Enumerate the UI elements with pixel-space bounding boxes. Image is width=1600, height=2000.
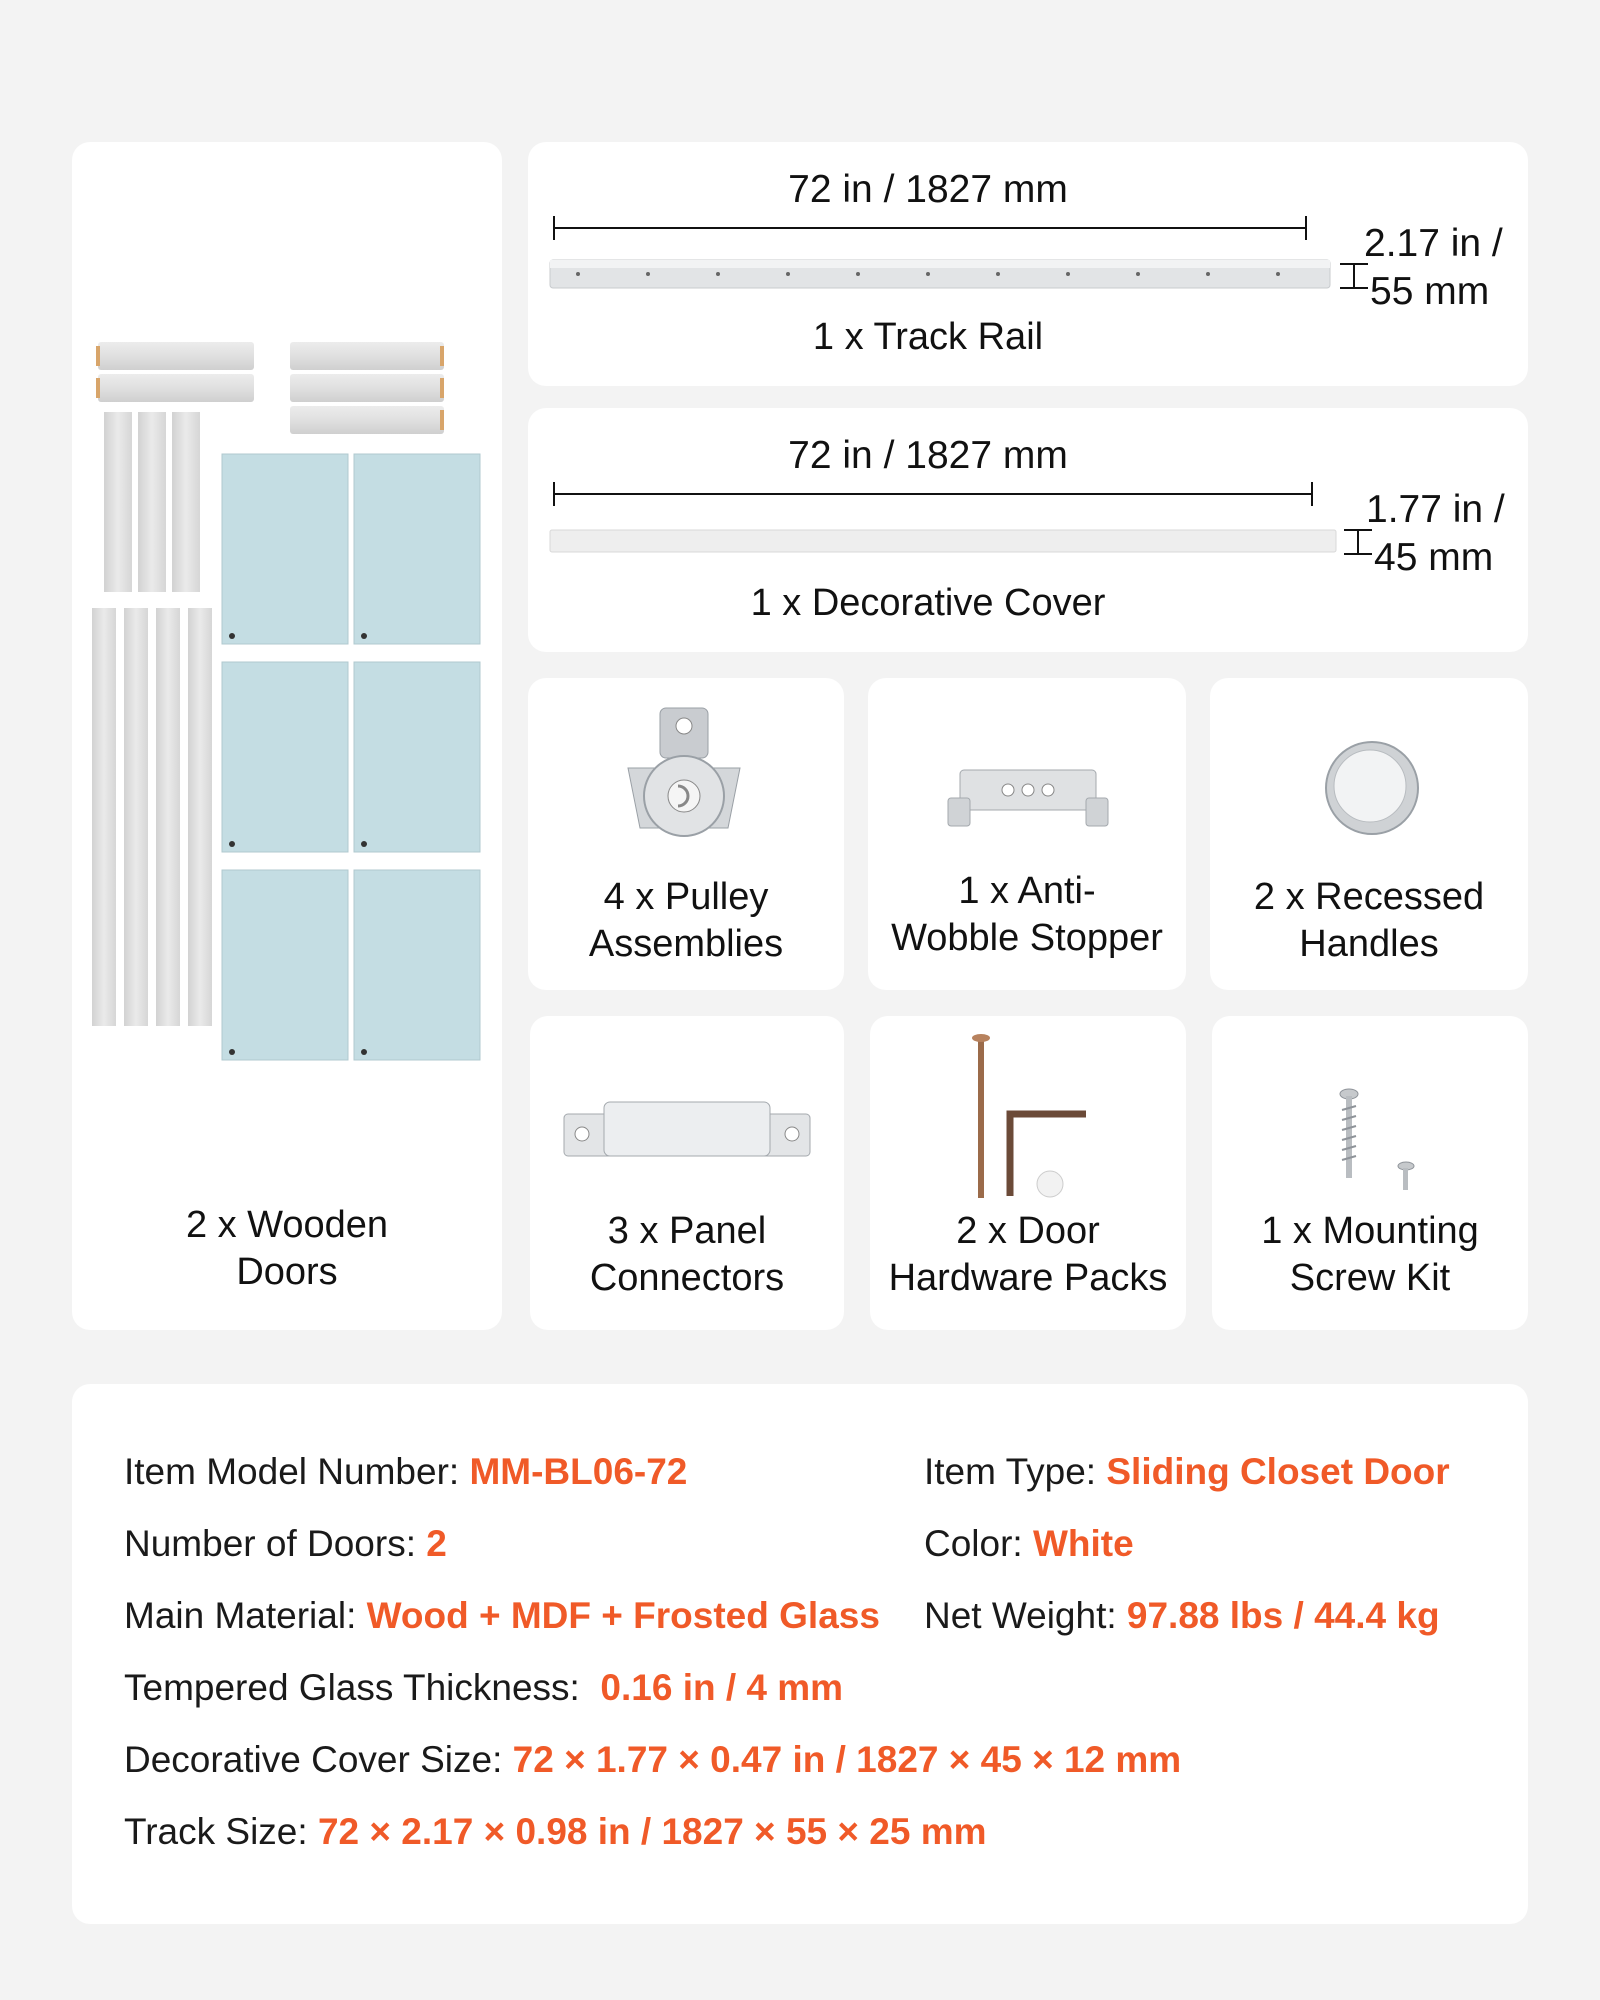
spec-type-key: Item Type: [924, 1451, 1107, 1492]
spec-color-key: Color: [924, 1523, 1033, 1564]
spec-cover-size-key: Decorative Cover Size: [124, 1739, 513, 1780]
spec-material-key: Main Material: [124, 1595, 367, 1636]
spec-model-value: MM-BL06-72 [469, 1451, 688, 1492]
connectors-card [530, 1016, 844, 1330]
spec-color [924, 1520, 1134, 1568]
stopper-card [868, 678, 1186, 990]
spec-track-size-value: 72 × 2.17 × 0.98 in / 1827 × 55 × 25 mm [317, 1811, 987, 1852]
track-rail-height-line1: 2.17 in / [1364, 222, 1503, 265]
handles-card [1210, 678, 1528, 990]
spec-material-value: Wood + MDF + Frosted Glass [366, 1595, 880, 1636]
spec-track-size-key: Track Size: [124, 1811, 318, 1852]
spec-glass-value: 0.16 in / 4 mm [600, 1667, 844, 1708]
spec-number-of-doors [124, 1520, 447, 1568]
spec-cover-size-value: 72 × 1.77 × 0.47 in / 1827 × 45 × 12 mm [512, 1739, 1182, 1780]
spec-decorative-cover-size [124, 1736, 1181, 1784]
screw-icon [1212, 1016, 1528, 1216]
spec-glass-key: Tempered Glass Thickness: [124, 1667, 601, 1708]
decorative-cover-length: 72 in / 1827 mm [788, 434, 1068, 477]
spec-model-number [124, 1448, 687, 1496]
wooden-doors-image [72, 142, 502, 1330]
pulley-card [528, 678, 844, 990]
decorative-cover-card [528, 408, 1528, 652]
spec-type-value: Sliding Closet Door [1106, 1451, 1450, 1492]
panel-connector-icon [530, 1016, 844, 1216]
track-rail-length: 72 in / 1827 mm [788, 168, 1068, 211]
decorative-cover-height-line2: 45 mm [1374, 536, 1494, 579]
hardware-card [870, 1016, 1186, 1330]
specifications-card [72, 1384, 1528, 1924]
door-hardware-icon [870, 1016, 1186, 1216]
decorative-cover-height-line1: 1.77 in / [1366, 488, 1505, 531]
connectors-label: 3 x Panel Connectors [589, 1210, 785, 1299]
spec-item-type [924, 1448, 1450, 1496]
pulley-icon [528, 678, 844, 868]
stopper-icon [868, 678, 1186, 868]
decorative-cover-label: 1 x Decorative Cover [750, 582, 1106, 624]
track-rail-label: 1 x Track Rail [812, 316, 1044, 358]
screws-label: 1 x Mounting Screw Kit [1261, 1210, 1479, 1299]
wooden-doors-label: 2 x Wooden Doors [185, 1204, 389, 1293]
hardware-label: 2 x Door Hardware Packs [888, 1210, 1168, 1299]
spec-glass-thickness [124, 1664, 843, 1712]
wooden-doors-card [72, 142, 502, 1330]
screws-card [1212, 1016, 1528, 1330]
pulley-label: 4 x Pulley Assemblies [588, 876, 784, 965]
recessed-handle-icon [1210, 678, 1528, 868]
track-rail-height-line2: 55 mm [1370, 270, 1490, 313]
spec-net-weight [924, 1592, 1440, 1640]
spec-color-value: White [1032, 1523, 1134, 1564]
spec-model-key: Item Model Number: [124, 1451, 470, 1492]
spec-track-size [124, 1808, 987, 1856]
spec-doors-value: 2 [426, 1523, 447, 1564]
spec-weight-key: Net Weight: [924, 1595, 1127, 1636]
spec-doors-key: Number of Doors: [124, 1523, 427, 1564]
handles-label: 2 x Recessed Handles [1253, 876, 1485, 965]
spec-main-material [124, 1592, 880, 1640]
spec-weight-value: 97.88 lbs / 44.4 kg [1126, 1595, 1440, 1636]
stopper-label: 1 x Anti- Wobble Stopper [891, 870, 1163, 959]
track-rail-card [528, 142, 1528, 386]
